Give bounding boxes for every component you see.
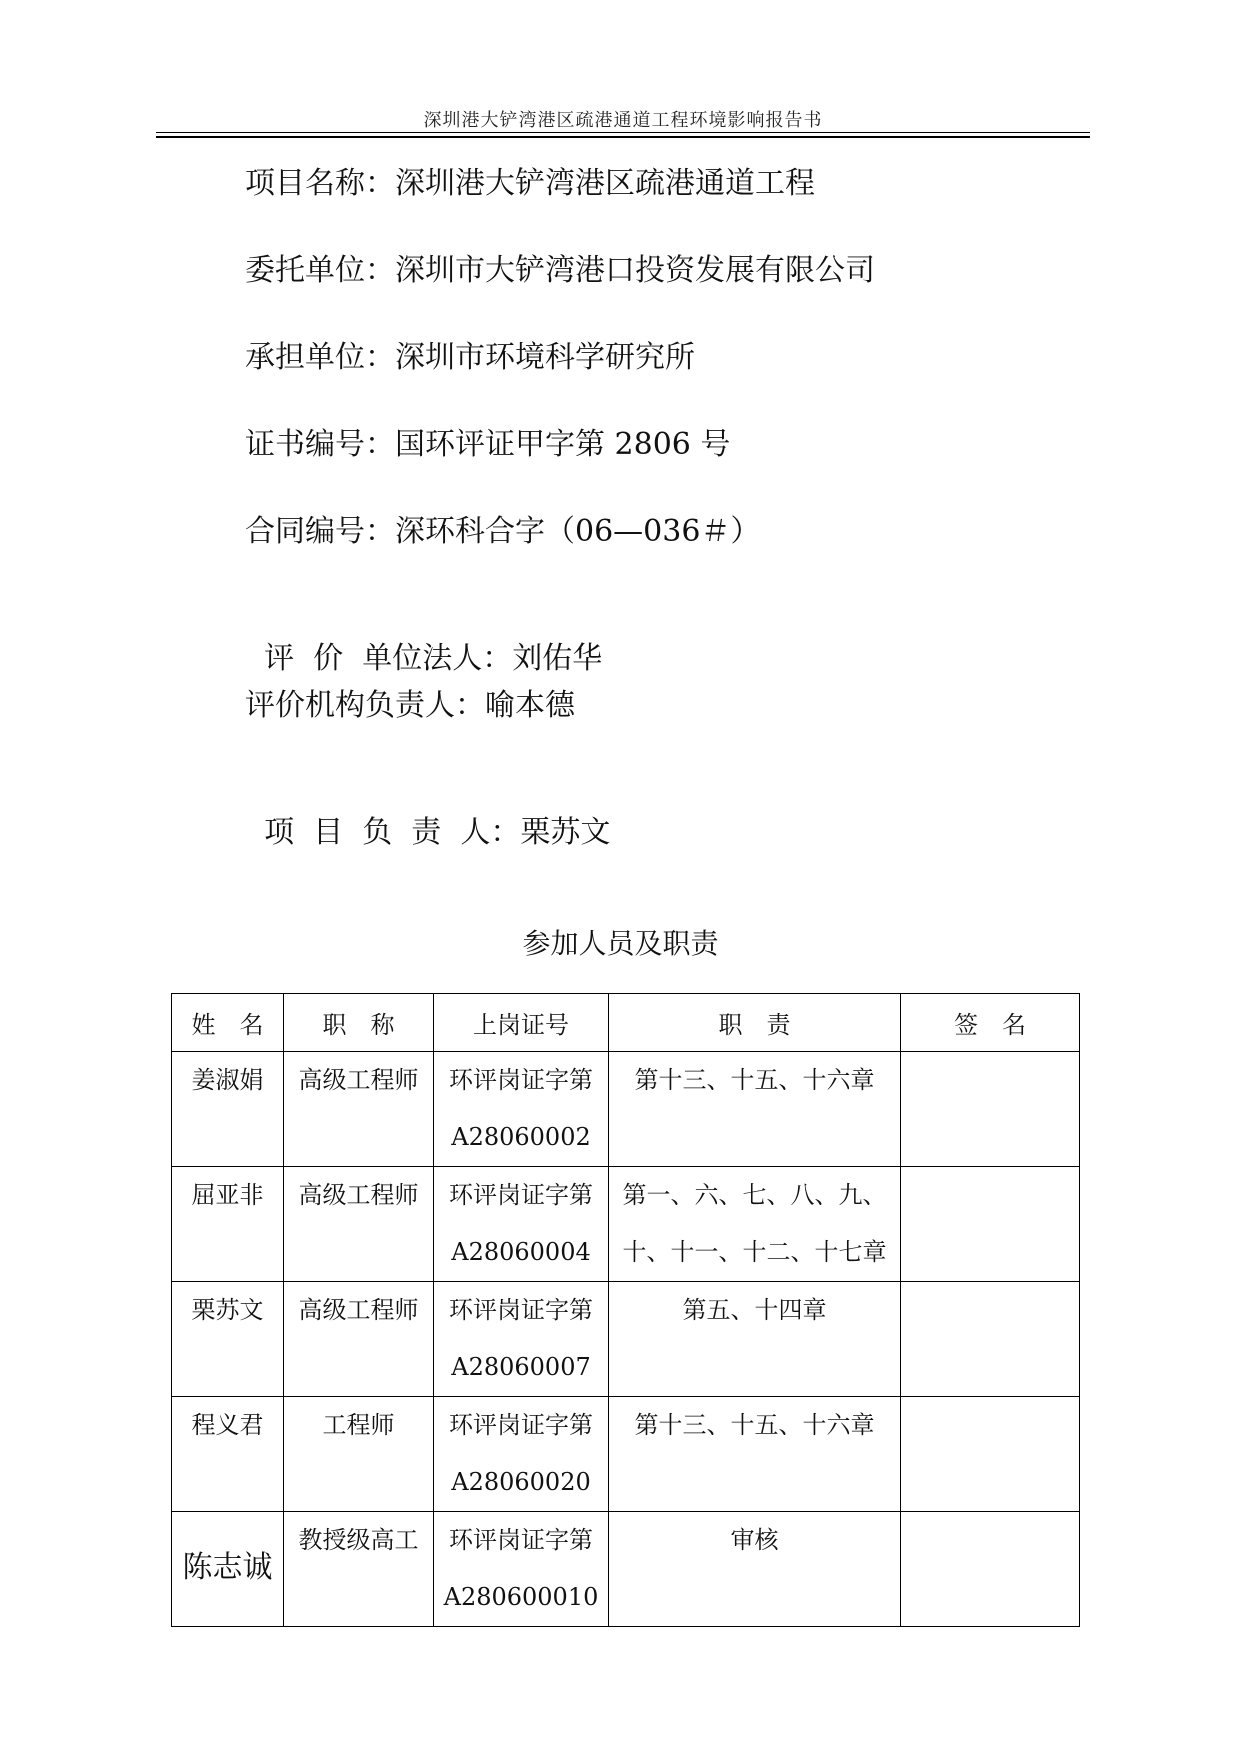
table-row bbox=[172, 1052, 1080, 1167]
cell-title: 教授级高工 bbox=[284, 1512, 434, 1627]
table-row bbox=[172, 1397, 1080, 1512]
cell-signature bbox=[901, 1397, 1080, 1512]
info-contractor bbox=[245, 338, 695, 378]
column-header-cert: 上岗证号 bbox=[434, 994, 609, 1052]
info-label: 承担单位： bbox=[245, 340, 395, 375]
cell-signature bbox=[901, 1052, 1080, 1167]
cell-duty: 第十三、十五、十六章 bbox=[609, 1397, 901, 1512]
info-value: 喻本德 bbox=[485, 688, 575, 723]
table-row bbox=[172, 1167, 1080, 1282]
cell-cert: 环评岗证字第 A28060004 bbox=[434, 1167, 609, 1282]
cell-title: 高级工程师 bbox=[284, 1167, 434, 1282]
cell-duty: 第五、十四章 bbox=[609, 1282, 901, 1397]
header-rule-thin bbox=[156, 132, 1090, 133]
info-client bbox=[245, 251, 875, 291]
info-project-lead bbox=[245, 773, 610, 853]
info-value: 深圳港大铲湾港区疏港通道工程 bbox=[395, 166, 815, 201]
info-institution-head bbox=[245, 686, 575, 726]
cell-duty: 第十三、十五、十六章 bbox=[609, 1052, 901, 1167]
staff-table bbox=[171, 993, 1080, 1627]
info-label: 项 目 负 责 人： bbox=[264, 815, 521, 850]
column-header-duty: 职 责 bbox=[609, 994, 901, 1052]
cell-name: 屈亚非 bbox=[172, 1167, 284, 1282]
header-rule-thick bbox=[156, 136, 1090, 138]
cell-signature bbox=[901, 1282, 1080, 1397]
cell-title: 高级工程师 bbox=[284, 1052, 434, 1167]
cell-title: 高级工程师 bbox=[284, 1282, 434, 1397]
info-contract-no bbox=[245, 512, 760, 552]
info-value: 深圳市环境科学研究所 bbox=[395, 340, 695, 375]
column-header-title: 职 称 bbox=[284, 994, 434, 1052]
cell-cert: 环评岗证字第 A28060020 bbox=[434, 1397, 609, 1512]
cell-cert: 环评岗证字第 A28060007 bbox=[434, 1282, 609, 1397]
info-legal-rep bbox=[245, 599, 602, 679]
info-project-name bbox=[245, 164, 815, 204]
info-value: 国环评证甲字第 2806 号 bbox=[395, 427, 731, 462]
cell-title: 工程师 bbox=[284, 1397, 434, 1512]
info-label: 合同编号： bbox=[245, 514, 395, 549]
info-value: 深环科合字（06—036＃） bbox=[395, 514, 761, 549]
table-row bbox=[172, 1512, 1080, 1627]
cell-signature bbox=[901, 1167, 1080, 1282]
cell-cert: 环评岗证字第 A28060002 bbox=[434, 1052, 609, 1167]
running-header: 深圳港大铲湾港区疏港通道工程环境影响报告书 bbox=[423, 110, 823, 131]
info-label: 评价机构负责人： bbox=[245, 688, 485, 723]
table-row bbox=[172, 1282, 1080, 1397]
cell-cert: 环评岗证字第 A280600010 bbox=[434, 1512, 609, 1627]
info-value: 刘佑华 bbox=[512, 641, 603, 676]
cell-name: 栗苏文 bbox=[172, 1282, 284, 1397]
staff-section-title: 参加人员及职责 bbox=[522, 927, 719, 960]
info-label: 项目名称： bbox=[245, 166, 395, 201]
info-value: 栗苏文 bbox=[520, 815, 611, 850]
cell-signature bbox=[901, 1512, 1080, 1627]
cell-name: 姜淑娟 bbox=[172, 1052, 284, 1167]
info-label: 评 价 单位法人： bbox=[264, 641, 513, 676]
info-certificate-no bbox=[245, 425, 730, 465]
cell-duty: 审核 bbox=[609, 1512, 901, 1627]
info-label: 委托单位： bbox=[245, 253, 395, 288]
info-value: 深圳市大铲湾港口投资发展有限公司 bbox=[395, 253, 875, 288]
column-header-signature: 签 名 bbox=[901, 994, 1080, 1052]
column-header-name: 姓 名 bbox=[172, 994, 284, 1052]
table-header-row bbox=[172, 994, 1080, 1052]
info-label: 证书编号： bbox=[245, 427, 395, 462]
cell-name: 陈志诚 bbox=[172, 1512, 284, 1627]
cell-name: 程义君 bbox=[172, 1397, 284, 1512]
cell-duty: 第一、六、七、八、九、 十、十一、十二、十七章 bbox=[609, 1167, 901, 1282]
